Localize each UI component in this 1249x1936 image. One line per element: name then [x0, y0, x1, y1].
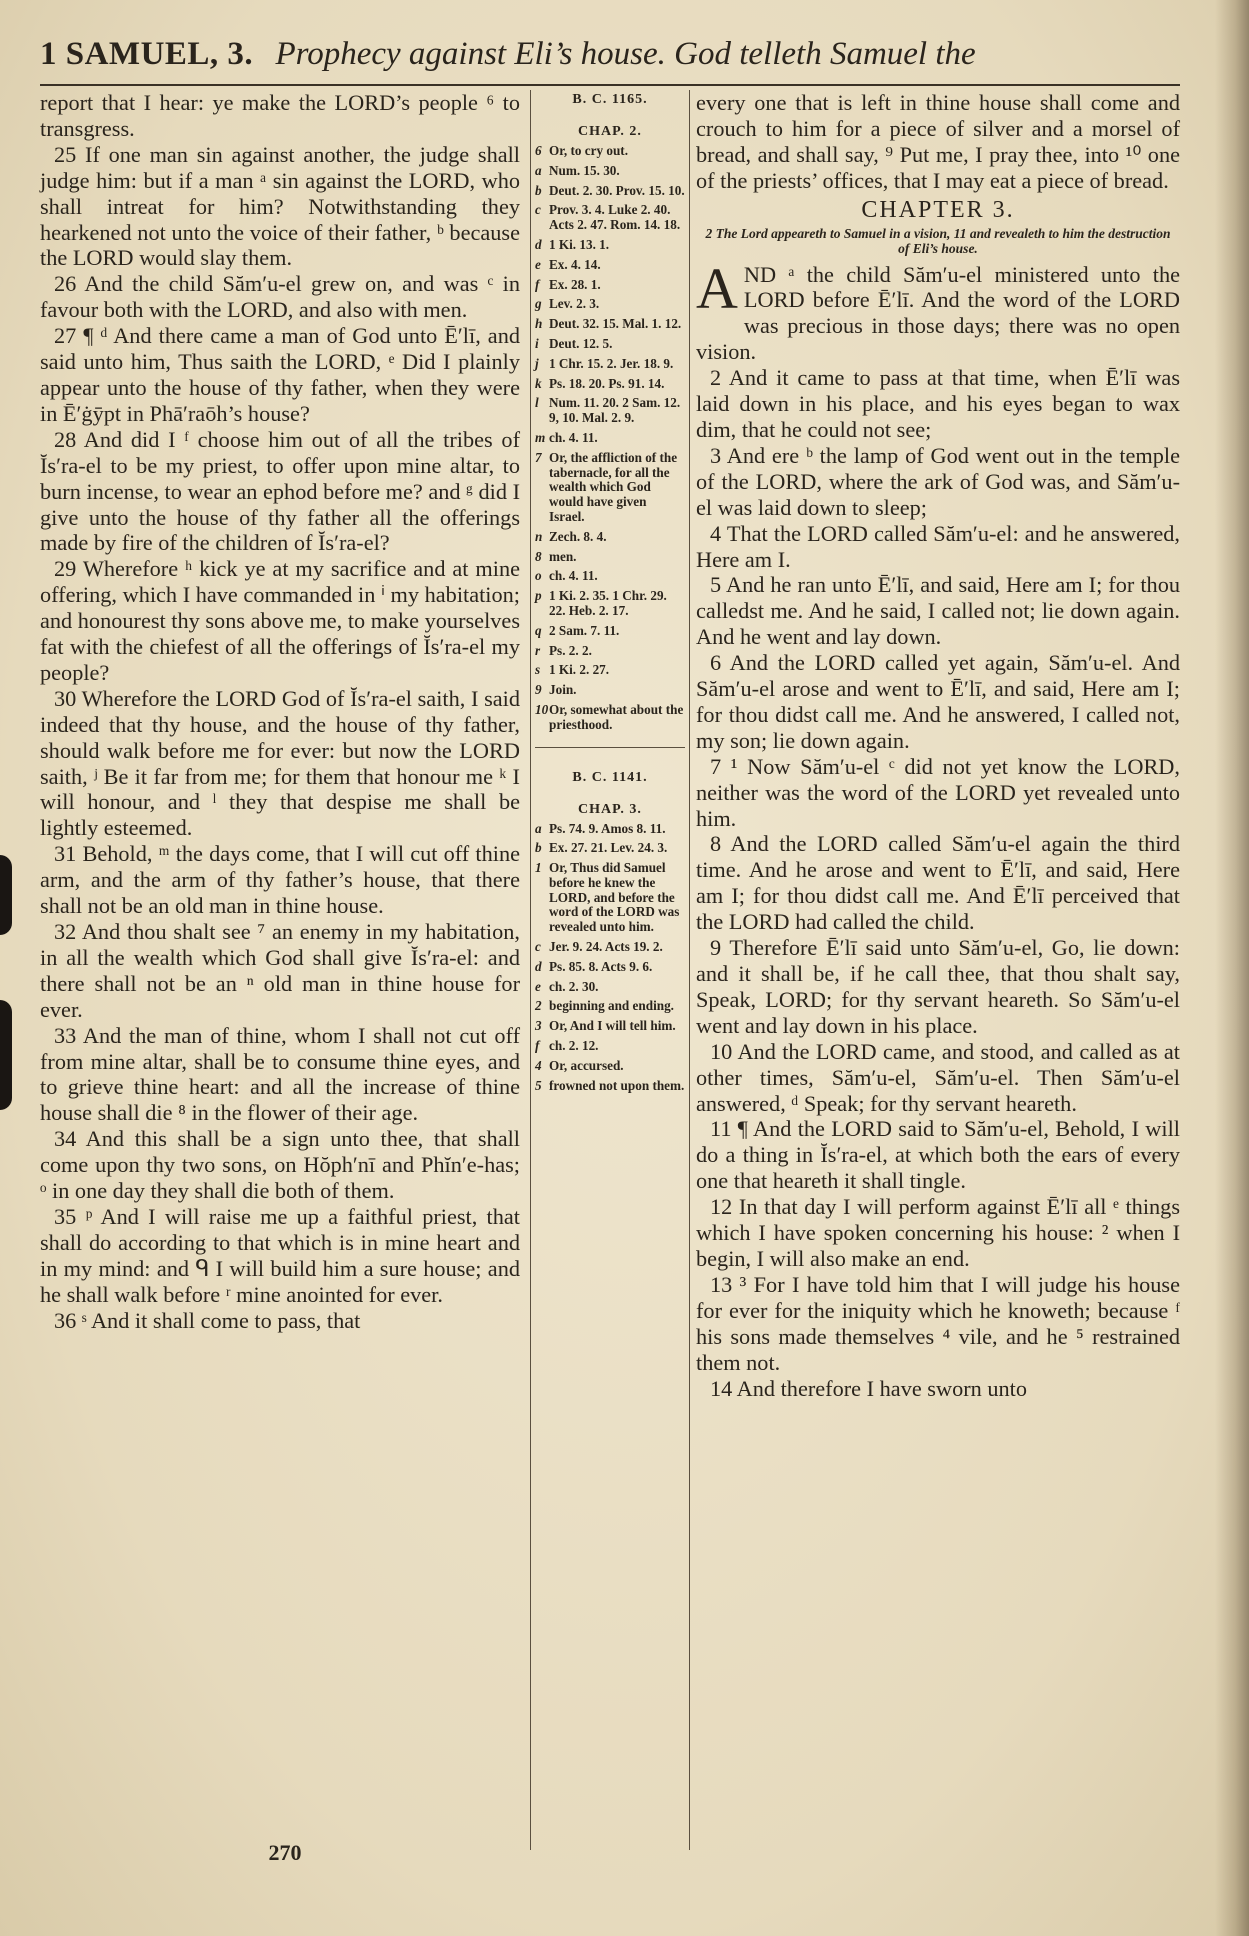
date-bc-top: B. C. 1165.: [572, 92, 648, 107]
reference-marker: 6: [535, 143, 542, 158]
margin-reference: [535, 184, 685, 199]
margin-reference: [535, 258, 685, 273]
margin-reference: [535, 431, 685, 446]
reference-text: 2 Sam. 7. 11.: [549, 622, 620, 638]
verse: 14 And therefore I have sworn unto: [710, 1375, 1028, 1401]
reference-text: Or, Thus did Samuel before he knew the LORD, and before the word of the LORD was revealed unto him.: [549, 860, 680, 935]
margin-reference: [535, 1019, 685, 1034]
first-verse-text: ND ᵃ the child Săm′u-el ministered unto the LORD before Ē′lī. And the word of the LORD was precious in those days; there was no open vision.: [696, 261, 1180, 365]
margin-notes-top: [535, 144, 685, 733]
margin-reference: [535, 589, 685, 619]
verse: 31 Behold, ᵐ the days come, that I will cut off thine arm, and the arm of thy father’s house, that there shall not be an old man in thine house.: [40, 841, 520, 919]
verse: 32 And thou shalt see ⁷ an enemy in my habitation, in all the wealth which God shall give Ĭs′ra-el: and there shall not be an ⁿ old man in thine house for ever.: [40, 919, 520, 1022]
verse: 6 And the LORD called yet again, Săm′u-el. And Săm′u-el arose and went to Ē′lī, and said, Here am I; for thou didst call me. And he answered, I called not, my son; lie down again.: [696, 650, 1180, 753]
verse: 5 And he ran unto Ē′lī, and said, Here am I; for thou calledst me. And he said, I called not; lie down again. And he went and lay down.: [696, 572, 1180, 650]
reference-marker: g: [535, 296, 542, 312]
verse: 7 ¹ Now Săm′u-el ᶜ did not yet know the LORD, neither was the word of the LORD yet revealed unto him.: [696, 753, 1180, 831]
verse: report that I hear: ye make the LORD’s people ⁶ to transgress.: [40, 90, 520, 141]
running-header: [40, 36, 1180, 84]
margin-reference: [535, 1039, 685, 1054]
verse: 35 ᵖ And I will raise me up a faithful priest, that shall do according to that which is in mine heart and in my mind: and ᑫ I will build him a sure house; and he shall walk before ʳ mine anointed for ever.: [40, 1203, 520, 1307]
right-column-top-text: [696, 90, 1180, 194]
book-chapter-label: 1 SAMUEL, 3.: [40, 36, 254, 72]
verse: 28 And did I ᶠ choose him out of all the tribes of Ĭs′ra-el to be my priest, to offer upon mine altar, to burn incense, to wear an ephod before me? and ᵍ did I give unto the house of thy father all the offerings made by fire of the children of Ĭs′ra-el?: [40, 426, 520, 556]
reference-text: Deut. 32. 15. Mal. 1. 12.: [549, 316, 682, 332]
margin-separator: [535, 747, 685, 748]
margin-reference: [535, 569, 685, 584]
reference-marker: 9: [535, 682, 542, 698]
margin-reference: [535, 683, 685, 698]
margin-reference: [535, 861, 685, 935]
center-reference-column: [535, 92, 685, 1098]
verse: every one that is left in thine house shall come and crouch to him for a piece of silver and a morsel of bread, and shall say, ⁹ Put me, I pray thee, into ¹⁰ one of the priests’ offices, that I may eat a piece of bread.: [696, 90, 1180, 193]
reference-text: ch. 2. 30.: [549, 978, 599, 994]
reference-text: Num. 11. 20. 2 Sam. 12. 9, 10. Mal. 2. 9.: [549, 395, 681, 426]
margin-reference: [535, 550, 685, 565]
reference-text: beginning and ending.: [549, 998, 674, 1014]
margin-reference: [535, 1059, 685, 1074]
chapter-summary: 2 The Lord appeareth to Samuel in a vision, 11 and revealeth to him the destruction of Eli’s house.: [705, 225, 1171, 256]
reference-marker: i: [535, 335, 539, 351]
reference-marker: 3: [535, 1018, 542, 1034]
reference-marker: n: [535, 528, 543, 544]
reference-marker: p: [535, 588, 542, 604]
margin-reference: [535, 1079, 685, 1094]
reference-text: Or, accursed.: [549, 1057, 624, 1073]
verse: 13 ³ For I have told him that I will judge his house for ever for the iniquity which he knoweth; because ᶠ his sons made themselves ⁴ vile, and he ⁵ restrained them not.: [696, 1271, 1180, 1375]
reference-text: 1 Ki. 13. 1.: [549, 236, 610, 252]
reference-marker: e: [535, 256, 541, 272]
verse: 33 And the man of thine, whom I shall not cut off from mine altar, shall be to consume thine eyes, and to grieve thine heart: and all the increase of thine house shall die ⁸ in the flower of their age.: [40, 1022, 520, 1126]
thumb-mark-upper: [0, 855, 12, 935]
reference-marker: 2: [535, 998, 542, 1014]
margin-reference: [535, 238, 685, 253]
reference-marker: f: [535, 1038, 540, 1054]
thumb-mark-lower: [0, 1000, 12, 1110]
verse: 4 That the LORD called Săm′u-el: and he answered, Here am I.: [696, 520, 1180, 572]
reference-marker: a: [535, 162, 542, 178]
reference-marker: b: [535, 840, 542, 856]
reference-marker: s: [535, 662, 541, 678]
column-divider-left: [530, 90, 531, 1850]
reference-text: ch. 4. 11.: [549, 568, 598, 584]
reference-text: Ex. 4. 14.: [549, 256, 601, 272]
margin-reference: [535, 203, 685, 233]
reference-marker: c: [535, 939, 541, 955]
verse: 3 And ere ᵇ the lamp of God went out in the temple of the LORD, where the ark of God was, and Săm′u-el was laid down to sleep;: [696, 442, 1180, 520]
verse: 27 ¶ ᵈ And there came a man of God unto Ē′lī, and said unto him, Thus saith the LORD, ᵉ Did I plainly appear unto the house of thy father, when they were in Ē′ġȳpt in Phā′raōh’s house?: [40, 323, 520, 426]
reference-marker: h: [535, 316, 543, 332]
reference-text: Zech. 8. 4.: [549, 528, 607, 544]
margin-reference: [535, 999, 685, 1014]
reference-text: 1 Ki. 2. 35. 1 Chr. 29. 22. Heb. 2. 17.: [549, 588, 667, 618]
date-bc-bottom: B. C. 1141.: [572, 769, 648, 785]
reference-marker: 8: [535, 548, 542, 564]
margin-chapter-top: CHAP. 2.: [578, 124, 642, 139]
verse: 25 If one man sin against another, the judge shall judge him: but if a man ᵃ sin against the LORD, who shall intreat for him? Notwithstanding they hearkened not unto the voice of their father, ᵇ because the LORD would slay them.: [40, 141, 520, 271]
reference-marker: m: [535, 429, 546, 445]
reference-text: men.: [549, 548, 577, 564]
margin-reference: [535, 278, 685, 293]
right-text-column: [696, 90, 1180, 1401]
column-divider-right: [689, 90, 690, 1850]
reference-marker: q: [535, 622, 542, 638]
verse: 29 Wherefore ʰ kick ye at my sacrifice and at mine offering, which I have commanded in ⁱ my habitation; and honourest thy sons above me, to make yourselves fat with the chiefest of all the offerings of Ĭs′ra-el my people?: [40, 556, 520, 685]
first-verse: [696, 255, 1180, 366]
reference-marker: l: [535, 395, 539, 411]
reference-text: Lev. 2. 3.: [549, 296, 600, 312]
reference-marker: 1: [535, 860, 542, 876]
reference-marker: 7: [535, 449, 542, 465]
margin-reference: [535, 703, 685, 733]
margin-reference: [535, 663, 685, 678]
reference-text: Ps. 85. 8. Acts 9. 6.: [549, 958, 653, 974]
left-text-column: [40, 90, 520, 1334]
reference-marker: j: [535, 355, 539, 371]
margin-reference: [535, 940, 685, 955]
margin-reference: [535, 164, 685, 179]
drop-cap: A: [696, 255, 738, 321]
reference-text: ch. 2. 12.: [549, 1038, 599, 1054]
verse: 30 Wherefore the LORD God of Ĭs′ra-el saith, I said indeed that thy house, and the house of thy father, should walk before me for ever: but now the LORD saith, ʲ Be it far from me; for them that honour me ᵏ I will honour, and ˡ they that despise me shall be lightly esteemed.: [40, 685, 520, 841]
reference-text: Prov. 3. 4. Luke 2. 40. Acts 2. 47. Rom. 14. 18.: [549, 202, 681, 233]
margin-reference: [535, 337, 685, 352]
margin-reference: [535, 822, 685, 837]
verse: 10 And the LORD came, and stood, and called as at other times, Săm′u-el, Săm′u-el. Then Săm′u-el answered, ᵈ Speak; for thy servant heareth.: [696, 1038, 1180, 1116]
verse: 9 Therefore Ē′lī said unto Săm′u-el, Go, lie down: and it shall be, if he call thee, that thou shalt say, Speak, LORD; for thy servant heareth. So Săm′u-el went and lay down in his place.: [696, 935, 1180, 1038]
reference-marker: f: [535, 276, 540, 292]
margin-chapter-bottom: CHAP. 3.: [578, 801, 642, 817]
reference-marker: d: [535, 958, 542, 974]
margin-reference: [535, 144, 685, 159]
reference-marker: c: [535, 202, 541, 218]
reference-text: Ps. 74. 9. Amos 8. 11.: [549, 820, 666, 836]
header-rule: [40, 84, 1180, 86]
reference-marker: k: [535, 375, 542, 391]
reference-marker: e: [535, 978, 541, 994]
margin-reference: [535, 624, 685, 639]
page-edge-shadow: [1215, 0, 1249, 1936]
chapter-verses: [696, 365, 1180, 1401]
verse: 2 And it came to pass at that time, when Ē′lī was laid down in his place, and his eyes began to wax dim, that he could not see;: [696, 365, 1180, 442]
reference-marker: d: [535, 236, 542, 252]
reference-text: Ex. 28. 1.: [549, 276, 601, 292]
margin-reference: [535, 317, 685, 332]
reference-text: ch. 4. 11.: [549, 429, 598, 445]
reference-text: Ps. 2. 2.: [549, 642, 592, 658]
reference-marker: o: [535, 568, 542, 584]
margin-reference: [535, 644, 685, 659]
verse: 34 And this shall be a sign unto thee, that shall come upon thy two sons, on Hŏph′nī and Phĭn′e-has; ᵒ in one day they shall die both of them.: [40, 1126, 520, 1204]
reference-marker: r: [535, 642, 541, 658]
margin-reference: [535, 530, 685, 545]
reference-text: Num. 15. 30.: [549, 162, 620, 178]
margin-reference: [535, 980, 685, 995]
reference-text: 1 Ki. 2. 27.: [549, 662, 610, 678]
reference-text: Deut. 12. 5.: [549, 335, 613, 351]
reference-marker: 4: [535, 1057, 542, 1073]
verse: 11 ¶ And the LORD said to Săm′u-el, Behold, I will do a thing in Ĭs′ra-el, at which both the ears of every one that heareth it shall tingle.: [696, 1116, 1180, 1194]
reference-marker: b: [535, 182, 542, 198]
reference-text: Deut. 2. 30. Prov. 15. 10.: [549, 182, 685, 198]
margin-notes-bottom: [535, 822, 685, 1094]
reference-text: Or, somewhat about the priesthood.: [549, 701, 684, 732]
margin-reference: [535, 396, 685, 426]
chapter-heading: CHAPTER 3.: [861, 196, 1015, 223]
reference-text: frowned not upon them.: [549, 1077, 685, 1093]
reference-text: Or, to cry out.: [549, 143, 628, 158]
reference-marker: a: [535, 820, 542, 836]
reference-marker: 5: [535, 1077, 542, 1093]
margin-reference: [535, 357, 685, 372]
reference-text: Or, the affliction of the tabernacle, for all the wealth which God would have given Israel.: [549, 449, 678, 524]
reference-text: Ps. 18. 20. Ps. 91. 14.: [549, 375, 665, 391]
reference-text: 1 Chr. 15. 2. Jer. 18. 9.: [549, 355, 674, 371]
verse: 36 ˢ And it shall come to pass, that: [54, 1307, 361, 1333]
verse: 12 In that day I will perform against Ē′lī all ᵉ things which I have spoken concerning his house: ² when I begin, I will also make an end.: [696, 1194, 1180, 1271]
margin-reference: [535, 377, 685, 392]
margin-reference: [535, 960, 685, 975]
verse: 26 And the child Săm′u-el grew on, and was ᶜ in favour both with the LORD, and also with men.: [40, 271, 520, 323]
reference-text: Ex. 27. 21. Lev. 24. 3.: [549, 840, 668, 856]
page-number: 270: [268, 1840, 302, 1865]
reference-marker: 10: [535, 701, 549, 717]
margin-reference: [535, 451, 685, 525]
verse: 8 And the LORD called Săm′u-el again the third time. And he arose and went to Ē′lī, and said, Here am I; for thou didst call me. And Ē′lī perceived that the LORD had called the child.: [696, 831, 1180, 935]
reference-text: Join.: [549, 682, 577, 698]
reference-text: Jer. 9. 24. Acts 19. 2.: [549, 939, 663, 955]
reference-text: Or, And I will tell him.: [549, 1018, 676, 1034]
margin-reference: [535, 841, 685, 856]
running-title: Prophecy against Eli’s house. God telleth Samuel the: [275, 36, 976, 72]
margin-reference: [535, 297, 685, 312]
